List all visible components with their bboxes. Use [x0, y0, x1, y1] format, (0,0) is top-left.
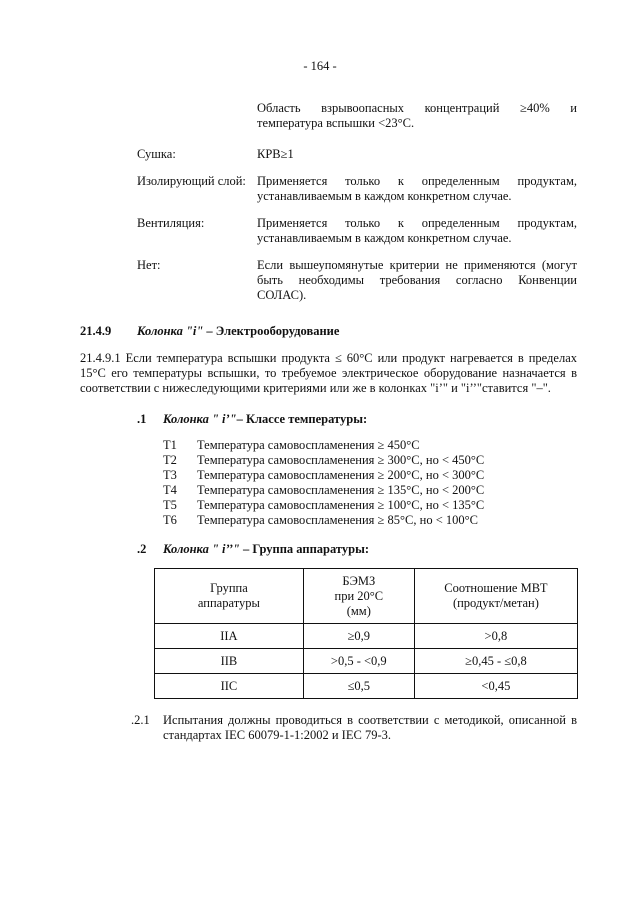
criterion-text: устанавливаемым в каждом конкретном случае. — [257, 189, 512, 203]
criterion-text: КРВ≥1 — [257, 147, 294, 161]
paragraph-line: 15°С его температуры вспышки, то требуемое электрическое оборудование назначается в — [80, 366, 577, 380]
temperature-class-text: Температура самовоспламенения ≥ 200°С, но < 300°С — [197, 468, 485, 482]
temperature-class-code: T1 — [163, 438, 177, 452]
table-cell: ≥0,9 — [303, 624, 414, 649]
temperature-class-text: Температура самовоспламенения ≥ 135°С, но < 200°С — [197, 483, 485, 497]
criterion-text: СОЛАС). — [257, 288, 307, 302]
subsection-title — [163, 412, 367, 427]
section-title-rest: – Электрооборудование — [203, 324, 340, 338]
paragraph-line: соответствии с нижеследующими критериями или же в колонках "i’" и "i’’"ставится "–". — [80, 381, 551, 395]
table-row — [155, 624, 578, 649]
intro-word: ≥40% — [519, 101, 550, 115]
subsection-title-rest: – Группа аппаратуры: — [239, 542, 370, 556]
intro-line-1 — [257, 101, 577, 116]
table-cell: ≤0,5 — [303, 674, 414, 699]
header-line: Соотношение МВТ — [444, 581, 548, 595]
table-header-cell — [155, 569, 304, 624]
note-number: .2.1 — [131, 713, 150, 727]
subsection-title — [163, 542, 369, 557]
table-header-row — [155, 569, 578, 624]
table-cell: >0,8 — [414, 624, 577, 649]
subsection-title-italic: Колонка " i’" — [163, 412, 237, 426]
intro-word: и — [570, 101, 577, 115]
section-number: 21.4.9 — [80, 324, 112, 338]
temperature-class-code: T5 — [163, 498, 177, 512]
temperature-class-text: Температура самовоспламенения ≥ 85°С, но < 100°С — [197, 513, 478, 527]
note-line: стандартах IEC 60079-1-1:2002 и IEC 79-3. — [163, 728, 391, 742]
table-cell: ≥0,45 - ≤0,8 — [414, 649, 577, 674]
criterion-label: Сушка: — [137, 147, 176, 161]
table-row — [155, 649, 578, 674]
criterion-label: Изолирующий слой: — [137, 174, 246, 188]
criterion-text: быть необходимы требования согласно Конвенции — [257, 273, 577, 287]
subsection-number: .2 — [137, 542, 147, 556]
table-header-cell — [414, 569, 577, 624]
subsection-number: .1 — [137, 412, 147, 426]
paragraph-line: 21.4.9.1 Если температура вспышки продукта ≤ 60°С или продукт нагревается в пределах — [80, 351, 577, 365]
page-number: - 164 - — [303, 59, 337, 73]
subsection-title-italic: Колонка " i’’" — [163, 542, 240, 556]
table-row — [155, 674, 578, 699]
temperature-class-text: Температура самовоспламенения ≥ 100°С, но < 135°С — [197, 498, 485, 512]
apparatus-group-table — [154, 568, 578, 699]
header-line: (мм) — [346, 603, 371, 618]
header-line: при 20°С — [334, 588, 384, 603]
temperature-class-code: T2 — [163, 453, 177, 467]
section-title — [137, 324, 339, 339]
intro-word: взрывоопасных — [321, 101, 405, 115]
temperature-class-code: T3 — [163, 468, 177, 482]
table-cell: <0,45 — [414, 674, 577, 699]
criterion-text: устанавливаемым в каждом конкретном случае. — [257, 231, 512, 245]
intro-word: концентраций — [424, 101, 500, 115]
note-line: Испытания должны проводиться в соответствии с методикой, описанной в — [163, 713, 577, 727]
table-cell: >0,5 - <0,9 — [303, 649, 414, 674]
header-line: аппаратуры — [197, 596, 260, 610]
criterion-text: Применяется только к определенным продуктам, — [257, 216, 577, 230]
temperature-class-code: T6 — [163, 513, 177, 527]
criterion-text: Применяется только к определенным продуктам, — [257, 174, 577, 188]
header-line: (продукт/метан) — [452, 596, 539, 610]
table-cell: IIA — [155, 624, 304, 649]
criterion-label: Вентиляция: — [137, 216, 205, 230]
intro-word: Область — [257, 101, 301, 115]
intro-line-2: температура вспышки <23°С. — [257, 116, 415, 130]
table-cell: IIC — [155, 674, 304, 699]
section-title-italic: Колонка "i" — [137, 324, 204, 338]
temperature-class-code: T4 — [163, 483, 177, 497]
temperature-class-text: Температура самовоспламенения ≥ 450°С — [197, 438, 420, 452]
table-header-cell — [303, 569, 414, 624]
header-line: Группа — [210, 581, 248, 595]
subsection-title-rest: – Классе температуры: — [236, 412, 368, 426]
temperature-class-text: Температура самовоспламенения ≥ 300°С, но < 450°С — [197, 453, 485, 467]
table-cell: IIB — [155, 649, 304, 674]
criterion-text: Если вышеупомянутые критерии не применяются (могут — [257, 258, 577, 272]
header-line: БЭМЗ — [342, 573, 376, 588]
criterion-label: Нет: — [137, 258, 161, 272]
